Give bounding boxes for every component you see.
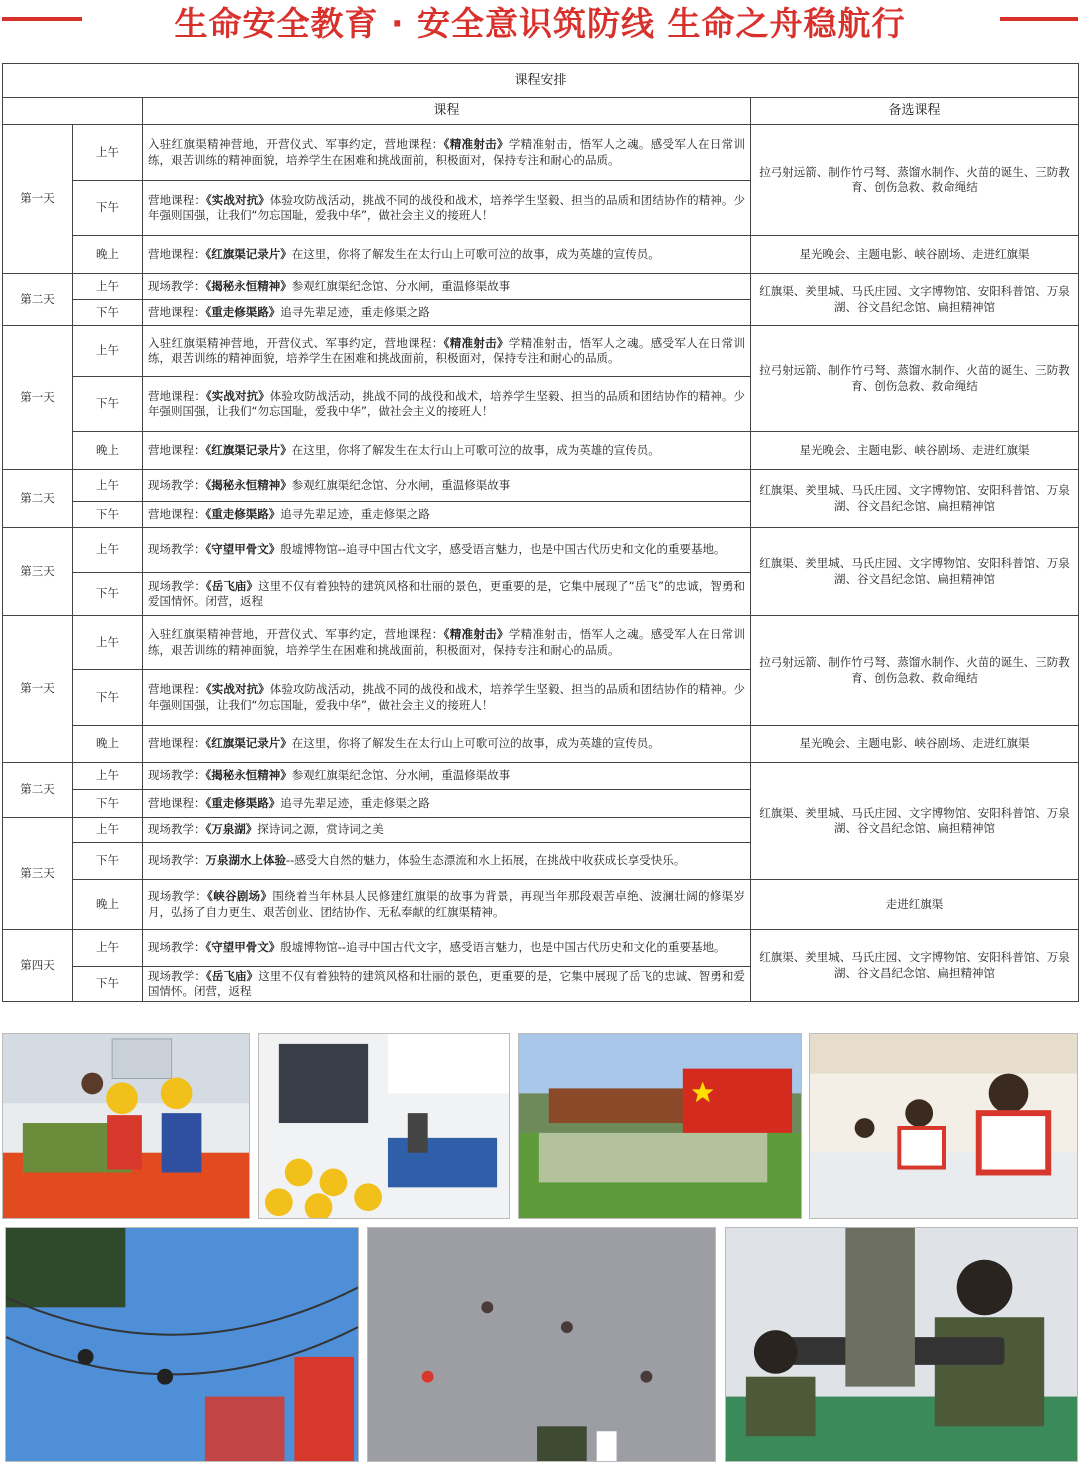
period-cell: 下午	[73, 790, 143, 818]
day-cell: 第一天	[3, 616, 73, 763]
course-prefix: 营地课程：	[148, 192, 206, 207]
course-cell	[143, 967, 751, 1002]
course-prefix: 现场教学：	[148, 940, 206, 955]
table-row	[3, 616, 1079, 670]
course-desc: 参观红旗渠纪念馆、分水闸，重温修渠故事	[291, 278, 511, 293]
course-desc: 这里不仅有着独特的建筑风格和壮丽的景色，更重要的是，它集中展现了“岳飞”的忠诚，智勇和爱国情怀。闭营，返程	[148, 578, 746, 608]
course-title: 《重走修渠路》	[205, 795, 281, 810]
period-cell: 上午	[73, 326, 143, 377]
period-cell: 晚上	[73, 236, 143, 274]
photo-flag-ceremony	[518, 1033, 802, 1219]
header-banner	[0, 0, 1080, 50]
course-prefix: 营地课程：	[148, 795, 206, 810]
alt-course-cell: 红旗渠、羑里城、马氏庄园、文字博物馆、安阳科普馆、万泉湖、谷文昌纪念馆、扁担精神馆	[751, 528, 1079, 616]
table-row	[3, 274, 1079, 300]
alt-course-cell: 红旗渠、羑里城、马氏庄园、文字博物馆、安阳科普馆、万泉湖、谷文昌纪念馆、扁担精神馆	[751, 470, 1079, 528]
course-title: 《精准射击》	[443, 335, 509, 350]
course-desc: 在这里，你将了解发生在太行山上可歌可泣的故事，成为英雄的宣传员。	[291, 246, 660, 261]
period-cell: 晚上	[73, 432, 143, 470]
course-desc: 参观红旗渠纪念馆、分水闸，重温修渠故事	[291, 477, 511, 492]
course-cell	[143, 181, 751, 236]
course-title: 《峡谷剧场》	[207, 889, 273, 903]
course-desc: 体验攻防战活动，挑战不同的战役和战术，培养学生坚毅、担当的品质和团结协作的精神。少年强则国强，让我们“勿忘国耻，爱我中华”，做社会主义的接班人！	[148, 388, 746, 418]
period-cell: 上午	[73, 763, 143, 790]
period-cell: 上午	[73, 616, 143, 670]
day-cell: 第二天	[3, 470, 73, 528]
course-title: 《红旗渠记录片》	[205, 246, 292, 261]
header-alt-course: 备选课程	[751, 98, 1079, 125]
period-cell: 下午	[73, 377, 143, 432]
period-cell: 下午	[73, 670, 143, 726]
period-cell: 晚上	[73, 880, 143, 930]
course-prefix: 现场教学：	[148, 477, 206, 492]
period-cell: 上午	[73, 274, 143, 300]
alt-course-cell: 走进红旗渠	[751, 880, 1079, 930]
alt-course-cell: 红旗渠、羑里城、马氏庄园、文字博物馆、安阳科普馆、万泉湖、谷文昌纪念馆、扁担精神馆	[751, 763, 1079, 880]
course-title: 《岳飞庙》	[205, 968, 259, 983]
course-title: 《精准射击》	[443, 627, 509, 641]
header-course: 课程	[143, 98, 751, 125]
course-prefix: 入驻红旗渠精神营地，开营仪式、军事约定，营地课程：	[148, 627, 444, 641]
day-cell: 第一天	[3, 326, 73, 470]
period-cell: 上午	[73, 930, 143, 967]
table-caption-row	[3, 64, 1079, 98]
course-title: 《红旗渠记录片》	[205, 442, 292, 457]
course-desc: --感受大自然的魅力，体验生态漂流和水上拓展，在挑战中收获成长享受快乐。	[286, 853, 686, 868]
course-title: 《守望甲骨文》	[205, 542, 281, 557]
period-cell: 下午	[73, 967, 143, 1002]
photo-rope-course	[5, 1227, 359, 1462]
course-prefix: 现场教学：	[148, 578, 206, 593]
period-cell: 下午	[73, 300, 143, 326]
table-row	[3, 236, 1079, 274]
period-cell: 上午	[73, 470, 143, 502]
course-cell	[143, 300, 751, 326]
course-title: 《重走修渠路》	[205, 304, 281, 319]
course-desc: 追寻先辈足迹，重走修渠之路	[280, 506, 430, 521]
course-desc: 探诗词之源，赏诗词之美	[257, 822, 384, 837]
table-row	[3, 880, 1079, 930]
course-prefix: 营地课程：	[148, 682, 206, 696]
course-title: 《揭秘永恒精神》	[205, 768, 292, 783]
alt-course-cell: 拉弓射远箭、制作竹弓弩、蒸馏水制作、火苗的诞生、三防教育、创伤急救、救命绳结	[751, 326, 1079, 432]
course-prefix: 现场教学：	[148, 968, 206, 983]
day-cell: 第三天	[3, 818, 73, 930]
course-title: 《揭秘永恒精神》	[205, 477, 292, 492]
course-title: 《岳飞庙》	[205, 578, 259, 593]
alt-course-cell: 拉弓射远箭、制作竹弓弩、蒸馏水制作、火苗的诞生、三防教育、创伤急救、救命绳结	[751, 616, 1079, 726]
course-prefix: 入驻红旗渠精神营地，开营仪式、军事约定，营地课程：	[148, 137, 444, 151]
course-title: 《万泉湖》	[205, 822, 258, 837]
table-row	[3, 125, 1079, 181]
course-cell	[143, 470, 751, 502]
course-desc: 学精准射击，悟军人之魂。感受军人在日常训练，艰苦训练的精神面貌，培养学生在困难和挑战面前，积极面对，保持专注和耐心的品质。	[148, 335, 746, 365]
course-desc: 围绕着当年林县人民修建红旗渠的故事为背景，再现当年那段艰苦卓绝、波澜壮阔的修渠岁月，弘扬了自力更生、艰苦创业、团结协作、无私奉献的红旗渠精神。	[148, 889, 745, 919]
photo-climbing-wall	[367, 1227, 716, 1462]
course-cell	[143, 726, 751, 763]
period-cell: 上午	[73, 528, 143, 573]
course-prefix: 入驻红旗渠精神营地，开营仪式、军事约定，营地课程：	[148, 335, 444, 350]
course-desc: 追寻先辈足迹，重走修渠之路	[280, 304, 430, 319]
banner-right-rule	[1000, 17, 1078, 21]
course-prefix: 营地课程：	[148, 388, 206, 403]
course-prefix: 营地课程：	[148, 304, 206, 319]
day-cell: 第一天	[3, 125, 73, 274]
course-cell	[143, 528, 751, 573]
course-desc: 殷墟博物馆--追寻中国古代文字，感受语言魅力，也是中国古代历史和文化的重要基地。	[280, 940, 726, 955]
course-cell	[143, 818, 751, 843]
course-prefix: 现场教学：	[148, 768, 206, 783]
course-prefix: 现场教学：	[148, 542, 206, 557]
table-caption: 课程安排	[3, 64, 1079, 98]
course-cell	[143, 616, 751, 670]
course-desc: 学精准射击，悟军人之魂。感受军人在日常训练，艰苦训练的精神面貌，培养学生在困难和挑战面前，积极面对，保持专注和耐心的品质。	[148, 627, 746, 657]
course-cell	[143, 502, 751, 528]
course-title: 《重走修渠路》	[205, 506, 281, 521]
course-prefix: 营地课程：	[148, 506, 206, 521]
alt-course-cell: 星光晚会、主题电影、峡谷剧场、走进红旗渠	[751, 432, 1079, 470]
course-prefix: 营地课程：	[148, 442, 206, 457]
table-row	[3, 930, 1079, 967]
period-cell: 晚上	[73, 726, 143, 763]
course-desc: 在这里，你将了解发生在太行山上可歌可泣的故事，成为英雄的宣传员。	[291, 736, 660, 751]
period-cell: 下午	[73, 502, 143, 528]
course-desc: 体验攻防战活动，挑战不同的战役和战术，培养学生坚毅、担当的品质和团结协作的精神。少年强则国强，让我们“勿忘国耻，爱我中华”，做社会主义的接班人！	[148, 682, 746, 712]
banner-left-rule	[2, 17, 82, 21]
course-prefix: 营地课程：	[148, 246, 206, 261]
course-title: 《红旗渠记录片》	[205, 736, 292, 751]
course-cell	[143, 432, 751, 470]
day-cell: 第二天	[3, 274, 73, 326]
course-cell	[143, 377, 751, 432]
period-cell: 上午	[73, 818, 143, 843]
banner-title: 生命安全教育 · 安全意识筑防线 生命之舟稳航行	[174, 4, 906, 43]
table-row	[3, 726, 1079, 763]
table-row	[3, 326, 1079, 377]
table-header-row	[3, 98, 1079, 125]
header-blank-cell	[3, 98, 143, 125]
course-prefix: 营地课程：	[148, 736, 206, 751]
course-title: 《实战对抗》	[205, 192, 270, 207]
course-prefix: 现场教学：	[148, 889, 208, 903]
table-row	[3, 470, 1079, 502]
table-row	[3, 763, 1079, 790]
course-cell	[143, 880, 751, 930]
course-desc: 在这里，你将了解发生在太行山上可歌可泣的故事，成为英雄的宣传员。	[291, 442, 660, 457]
day-cell: 第二天	[3, 763, 73, 818]
photo-classroom	[809, 1033, 1078, 1219]
course-desc: 参观红旗渠纪念馆、分水闸，重温修渠故事	[291, 768, 511, 783]
course-title: 《守望甲骨文》	[205, 940, 281, 955]
day-cell: 第三天	[3, 528, 73, 616]
course-cell	[143, 790, 751, 818]
course-cell	[143, 763, 751, 790]
period-cell: 上午	[73, 125, 143, 181]
course-cell	[143, 573, 751, 616]
course-title: 《实战对抗》	[205, 388, 270, 403]
course-cell	[143, 670, 751, 726]
course-cell	[143, 843, 751, 880]
alt-course-cell: 红旗渠、羑里城、马氏庄园、文字博物馆、安阳科普馆、万泉湖、谷文昌纪念馆、扁担精神馆	[751, 930, 1079, 1002]
alt-course-cell: 星光晚会、主题电影、峡谷剧场、走进红旗渠	[751, 236, 1079, 274]
course-cell	[143, 930, 751, 967]
alt-course-cell: 红旗渠、羑里城、马氏庄园、文字博物馆、安阳科普馆、万泉湖、谷文昌纪念馆、扁担精神馆	[751, 274, 1079, 326]
alt-course-cell: 拉弓射远箭、制作竹弓弩、蒸馏水制作、火苗的诞生、三防教育、创伤急救、救命绳结	[751, 125, 1079, 236]
course-desc: 这里不仅有着独特的建筑风格和壮丽的景色，更重要的是，它集中展现了岳飞的忠诚、智勇和爱国情怀。闭营，返程	[148, 968, 746, 998]
table-row	[3, 432, 1079, 470]
photo-museum-visit	[258, 1033, 510, 1219]
alt-course-cell: 星光晚会、主题电影、峡谷剧场、走进红旗渠	[751, 726, 1079, 763]
period-cell: 下午	[73, 843, 143, 880]
course-desc: 殷墟博物馆--追寻中国古代文字，感受语言魅力，也是中国古代历史和文化的重要基地。	[280, 542, 726, 557]
schedule-table	[2, 63, 1079, 1002]
period-cell: 下午	[73, 181, 143, 236]
course-title: 《精准射击》	[443, 137, 509, 151]
course-desc: 学精准射击，悟军人之魂。感受军人在日常训练，艰苦训练的精神面貌，培养学生在困难和挑战面前，积极面对，保持专注和耐心的品质。	[148, 137, 746, 167]
course-desc: 追寻先辈足迹，重走修渠之路	[280, 795, 430, 810]
photo-laser-tag	[725, 1227, 1078, 1462]
course-title: 《揭秘永恒精神》	[205, 278, 292, 293]
table-row	[3, 528, 1079, 573]
course-cell	[143, 326, 751, 377]
day-cell: 第四天	[3, 930, 73, 1002]
course-prefix: 现场教学：	[148, 822, 206, 837]
course-title: 万泉湖水上体验	[205, 853, 286, 868]
course-cell	[143, 125, 751, 181]
course-title: 《实战对抗》	[205, 682, 270, 696]
period-cell: 下午	[73, 573, 143, 616]
course-cell	[143, 236, 751, 274]
course-desc: 体验攻防战活动，挑战不同的战役和战术，培养学生坚毅、担当的品质和团结协作的精神。少年强则国强，让我们“勿忘国耻，爱我中华”，做社会主义的接班人！	[148, 192, 746, 222]
course-prefix: 现场教学：	[148, 278, 206, 293]
photo-sand-table	[2, 1033, 250, 1219]
course-prefix: 现场教学：	[148, 853, 206, 868]
course-cell	[143, 274, 751, 300]
